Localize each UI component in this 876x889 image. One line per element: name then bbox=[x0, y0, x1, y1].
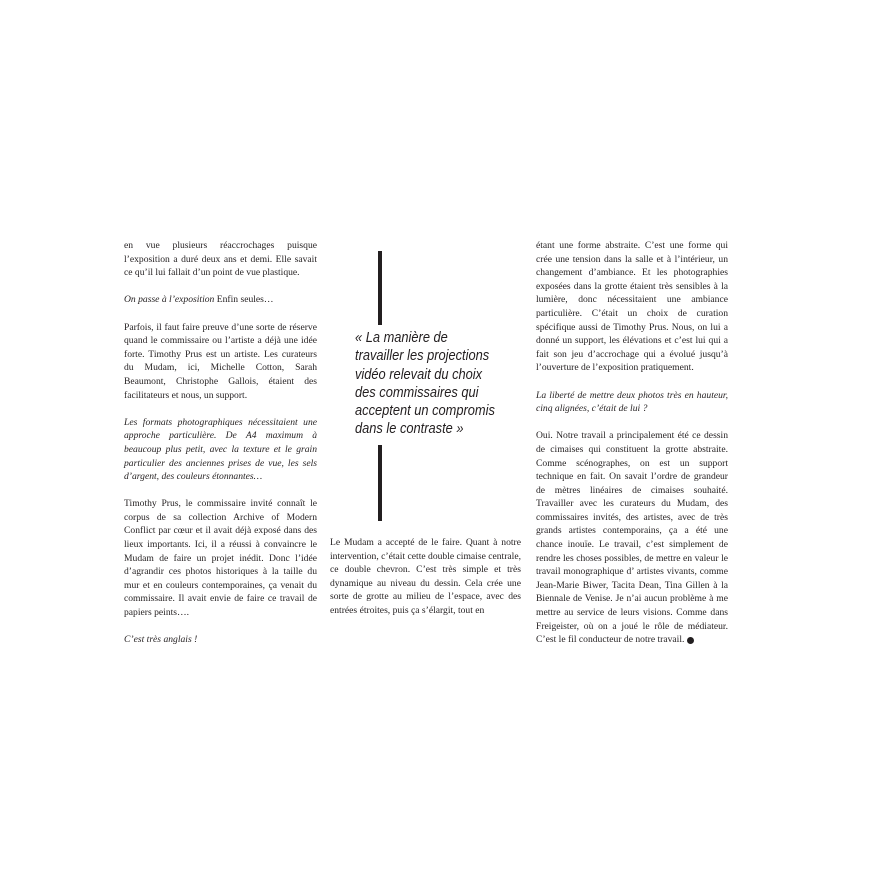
pull-quote-rule-top bbox=[378, 251, 382, 325]
column-middle bbox=[330, 536, 521, 631]
paragraph: Timothy Prus, le commissaire invité connaît le corpus de sa collection Archive of Modern Conflict par cœur et il avait déjà exposé dans des lieux importants. Ici, il a réussi à convaincre le Mudam de faire un projet inédit. Donc l’idée d’agrandir ces photos historiques à la taille du mur et en couleurs contemporaines, ça venait du commissaire. Il avait envie de faire ce travail de papiers peints…. bbox=[124, 498, 317, 619]
pull-quote-rule-bottom bbox=[378, 445, 382, 521]
answer-text: Enfin seules… bbox=[214, 294, 274, 306]
end-bullet-icon bbox=[687, 637, 694, 644]
question-text: On passe à l’exposition bbox=[124, 294, 215, 306]
paragraph: Parfois, il faut faire preuve d’une sorte de réserve quand le commissaire ou l’artiste a déjà une idée forte. Timothy Prus est un artiste. Les curateurs du Mudam, ici, Michelle Cotton, Sarah Beaumont, Christophe Gallois, étaient des facilitateurs et nous, un support. bbox=[124, 321, 317, 401]
paragraph: en vue plusieurs réaccrochages puisque l’exposition a duré deux ans et demi. Elle savait ce qu’il lui fallait d’un point de vue plastique. bbox=[124, 240, 317, 279]
column-left bbox=[124, 239, 317, 660]
paragraph: étant une forme abstraite. C’est une forme qui crée une tension dans la salle et à l’intérieur, un changement d’ambiance. Et les photographies exposées dans la grotte étaient très sensibles à la lumière, donc nécessitaient une ambiance particulière. C’était un choix de curation spécifique aussi de Timothy Prus. Nous, on lui a donné un support, les élévations et c’est lui qui a fait son jeu d’accrochage qui a évolué jusqu’à l’ouverture de l’exposition pratiquement. bbox=[536, 240, 728, 374]
question-paragraph: C’est très anglais ! bbox=[124, 634, 198, 646]
question-paragraph bbox=[124, 293, 317, 307]
pull-quote: « La manière de travailler les projections vidéo relevait du choix des commissaires qui acceptent un compromis dans le contraste » bbox=[355, 330, 495, 438]
column-right bbox=[536, 239, 728, 660]
paragraph: Le Mudam a accepté de le faire. Quant à notre intervention, c’était cette double cimaise centrale, ce double chevron. C’est très simple et très dynamique au niveau du dessin. Cela crée une sorte de grotte au milieu de l’espace, avec des entrées étroites, puis ça s’élargit, tout en bbox=[330, 537, 521, 616]
question-paragraph: Les formats photographiques nécessitaient une approche particulière. De A4 maximum à beaucoup plus petit, avec la texture et le grain particulier des anciennes prises de vue, les sels d’argent, des couleurs étonnantes… bbox=[124, 416, 317, 483]
paragraph-text: Oui. Notre travail a principalement été ce dessin de cimaises qui constituent la grotte abstraite. Comme scénographes, on est un support technique en fait. On savait l’ordre de grandeur de mètres linéaires de cimaises souhaité. Travailler avec les curateurs du Mudam, des commissaires invités, des artistes, avec de très grands artistes contemporains, ça a été une chance inouïe. Le travail, c’est simplement de rendre les choses possibles, de mettre en valeur le travail monographique d’ artistes vivants, comme Jean-Marie Biwer, Tacita Dean, Tina Gillen à la Biennale de Venise. Je n’ai aucun problème à me mettre au service de leurs visions. Comme dans Freigeister, où on a joué le rôle de médiateur. C’est le fil conducteur de notre travail. bbox=[536, 430, 728, 646]
question-paragraph: La liberté de mettre deux photos très en hauteur, cinq alignées, c’était de lui ? bbox=[536, 389, 728, 415]
paragraph bbox=[536, 429, 728, 647]
